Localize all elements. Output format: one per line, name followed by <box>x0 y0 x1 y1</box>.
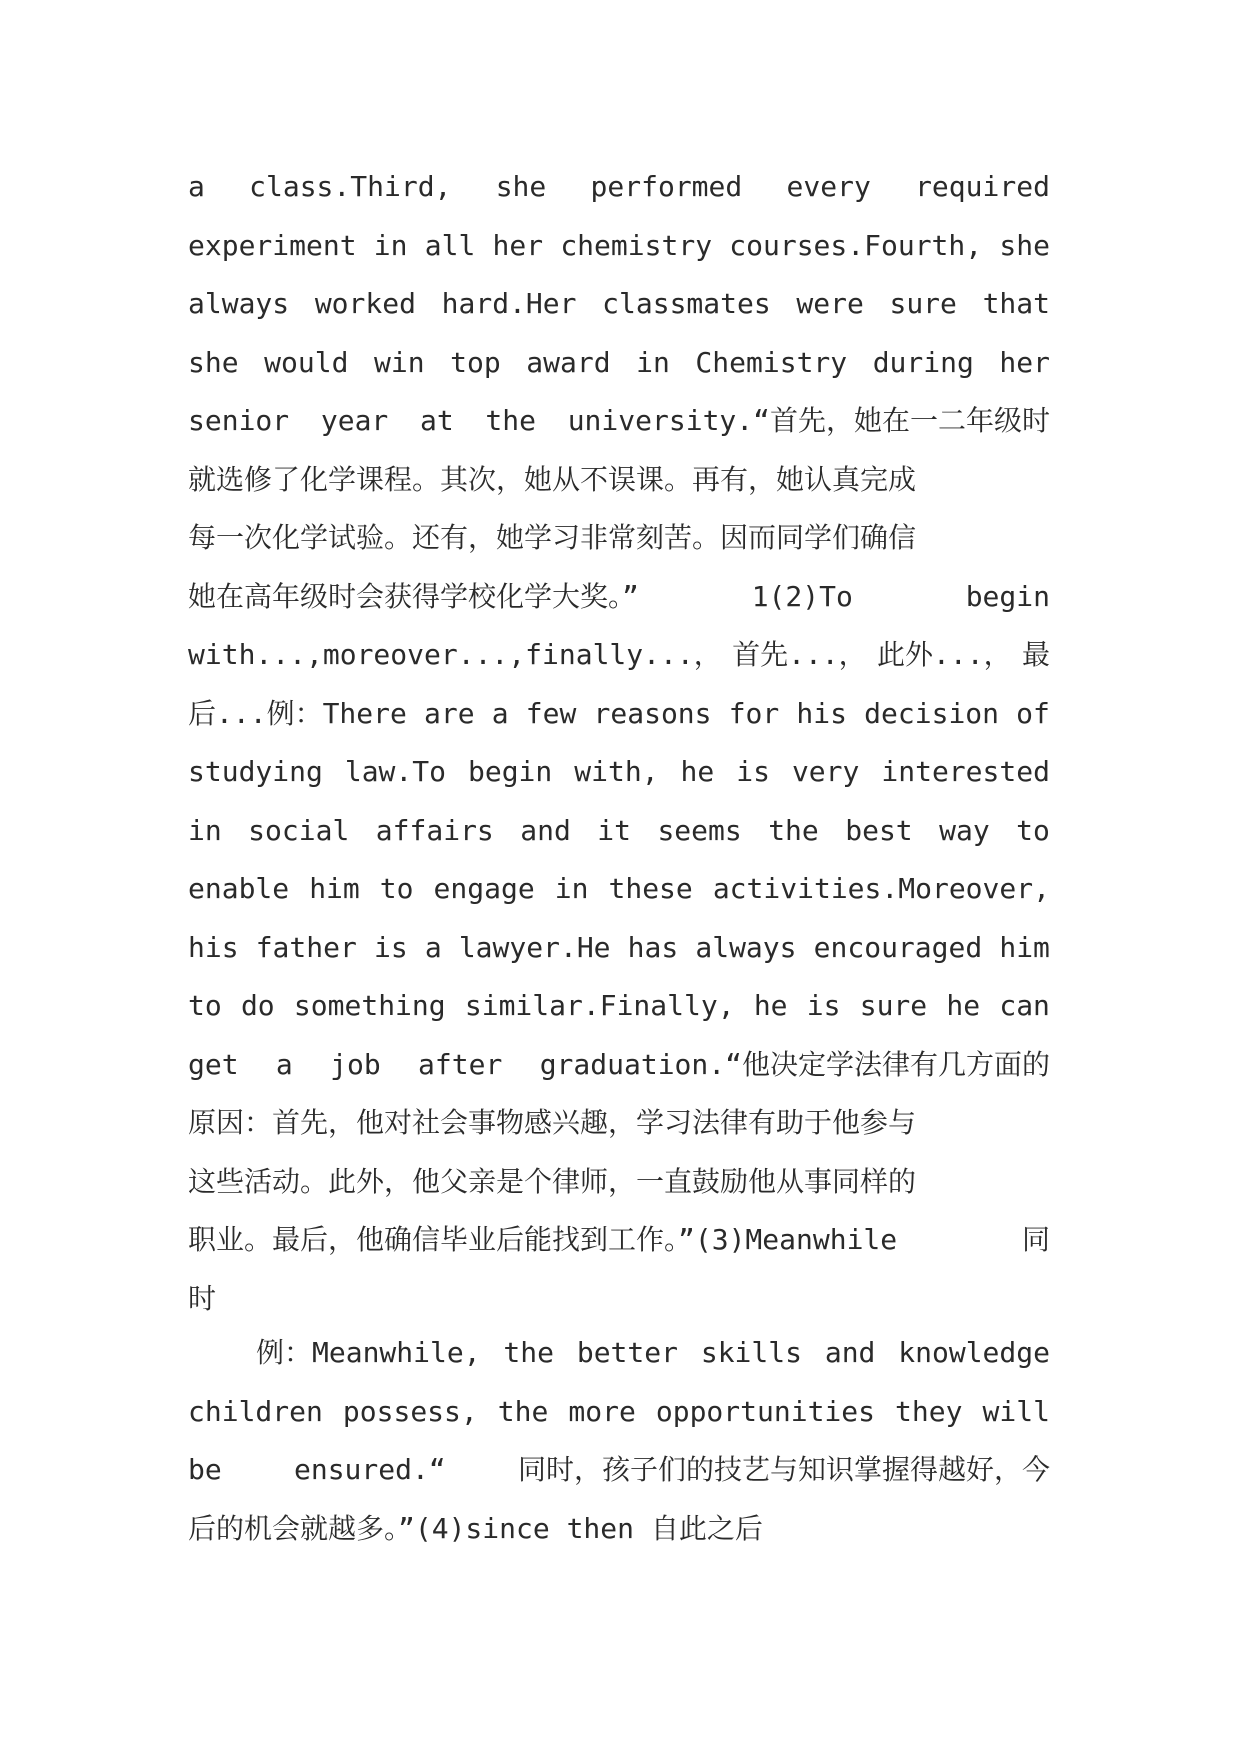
text-word: hard.Her <box>441 287 577 320</box>
text-word: get <box>188 1047 239 1081</box>
text-word: to <box>379 872 414 905</box>
text-word: decision <box>864 696 1000 730</box>
text-word: very <box>791 755 860 788</box>
text-word: more <box>568 1394 636 1428</box>
text-word: with, <box>574 755 659 788</box>
text-line <box>188 1094 1050 1153</box>
text-word: after <box>418 1047 503 1081</box>
body-paragraph-2 <box>188 1324 1050 1558</box>
text-word: top <box>450 345 501 379</box>
text-word: reasons <box>593 696 712 730</box>
text-word: is <box>806 989 841 1022</box>
text-word: 职业。最后，他确信毕业后能找到工作。”(3)Meanwhile <box>188 1223 898 1256</box>
text-word: the <box>503 1336 554 1369</box>
text-word: 她在高年级时会获得学校化学大奖。” <box>188 579 639 613</box>
text-word: ensured.“ <box>293 1453 446 1486</box>
text-word: class.Third, <box>249 170 452 203</box>
text-word: is <box>736 755 770 788</box>
text-word: lawyer.He <box>458 930 611 964</box>
text-word: 1(2)To <box>751 579 853 613</box>
text-line <box>188 392 1050 451</box>
text-word: for <box>728 696 780 730</box>
text-word: something <box>293 989 446 1022</box>
text-line <box>188 802 1050 861</box>
text-word: the <box>768 813 819 847</box>
text-word: with...,moreover...,finally...， <box>188 638 722 671</box>
text-word: a <box>424 930 442 964</box>
text-word: they <box>895 1394 963 1428</box>
text-word: she <box>999 228 1050 262</box>
text-word: experiment <box>188 228 357 262</box>
text-word: he <box>680 755 715 788</box>
text-word: classmates <box>602 287 771 320</box>
text-line <box>188 1324 1050 1383</box>
text-word: engage <box>433 872 535 905</box>
text-word: few <box>525 696 577 730</box>
text-word: always <box>188 287 290 320</box>
text-line <box>188 1153 1050 1212</box>
text-word: she <box>495 170 547 203</box>
text-word: 每一次化学试验。还有，她学习非常刻苦。因而同学们确信 <box>188 521 917 554</box>
text-word: job <box>330 1047 381 1081</box>
text-line <box>188 451 1050 510</box>
text-word: will <box>982 1394 1050 1428</box>
text-word: a <box>491 696 509 730</box>
text-word: him <box>999 930 1050 964</box>
text-word: be <box>188 1453 222 1486</box>
text-word: law.To <box>344 755 446 788</box>
text-word: every <box>786 170 871 203</box>
text-word: affairs <box>375 813 494 847</box>
text-line <box>188 1036 1050 1095</box>
text-word: she <box>188 345 239 379</box>
text-line <box>188 743 1050 802</box>
text-word: her <box>999 345 1050 379</box>
text-word: best <box>845 813 913 847</box>
text-line <box>188 1211 1050 1270</box>
text-word: him <box>309 872 360 905</box>
text-word: similar.Finally, <box>464 989 735 1022</box>
text-word: he <box>753 989 788 1022</box>
text-word: in <box>554 872 589 905</box>
text-line <box>188 977 1050 1036</box>
text-word: studying <box>188 755 323 788</box>
text-word: knowledge <box>898 1336 1050 1369</box>
text-word: always <box>695 930 797 964</box>
text-word: year <box>320 404 389 437</box>
text-word: has <box>627 930 679 964</box>
text-word: the <box>497 1394 549 1428</box>
text-word: at <box>420 404 454 437</box>
text-word: in <box>373 228 408 262</box>
text-word: 最 <box>1021 638 1050 671</box>
text-word: during <box>872 345 974 379</box>
text-word: 就选修了化学课程。其次，她从不误课。再有，她认真完成 <box>188 462 917 496</box>
text-word: courses.Fourth, <box>729 228 983 262</box>
text-line <box>188 217 1050 276</box>
text-word: win <box>374 345 425 379</box>
text-word: that <box>982 287 1050 320</box>
text-word: his <box>188 930 239 964</box>
text-word: required <box>915 170 1050 203</box>
text-word: encouraged <box>813 930 983 964</box>
text-word: 此外...， <box>877 638 1012 671</box>
text-word: her <box>492 228 544 262</box>
text-word: he <box>946 989 981 1022</box>
text-word: his <box>796 696 847 730</box>
text-word: 自此之后 <box>650 1511 763 1545</box>
text-word: way <box>939 813 990 847</box>
text-line <box>188 626 1050 685</box>
text-word: award <box>526 345 611 379</box>
text-word: seems <box>657 813 742 847</box>
text-word: begin <box>467 755 553 788</box>
text-line <box>188 1500 1050 1559</box>
text-word: 后的机会就越多。”(4)since <box>188 1511 550 1545</box>
text-word: social <box>248 813 350 847</box>
text-word: in <box>636 345 670 379</box>
text-line <box>188 334 1050 393</box>
text-word: chemistry <box>560 228 713 262</box>
text-word: 同时，孩子们的技艺与知识掌握得越好，今 <box>517 1453 1050 1486</box>
text-word: Chemistry <box>695 345 848 379</box>
text-line <box>188 1441 1050 1500</box>
text-word: were <box>796 287 864 320</box>
text-word: senior <box>188 404 290 437</box>
text-word: 首先...， <box>732 638 867 671</box>
text-line <box>188 685 1050 744</box>
text-word: do <box>240 989 275 1022</box>
text-word: performed <box>590 170 743 203</box>
text-word: a <box>188 170 205 203</box>
text-line <box>188 509 1050 568</box>
text-word: possess, <box>342 1394 478 1428</box>
text-line <box>188 568 1050 627</box>
text-word: opportunities <box>655 1394 876 1428</box>
text-line <box>188 158 1050 217</box>
text-word: of <box>1016 696 1050 730</box>
text-line <box>188 1383 1050 1442</box>
text-word: can <box>999 989 1050 1022</box>
text-word: university.“首先，她在一二年级时 <box>567 404 1050 437</box>
text-word: the <box>485 404 536 437</box>
text-word: would <box>264 345 349 379</box>
text-word: activities.Moreover, <box>712 872 1050 905</box>
text-word: and <box>824 1336 876 1369</box>
text-line <box>188 275 1050 334</box>
text-word: 后...例：There <box>188 696 407 730</box>
text-word: better <box>576 1336 678 1369</box>
text-word: worked <box>314 287 416 320</box>
text-word: father <box>255 930 357 964</box>
text-word: sure <box>889 287 957 320</box>
text-word: children <box>188 1394 323 1428</box>
text-word: 同 <box>1021 1223 1050 1256</box>
text-word: in <box>188 813 222 847</box>
text-word: to <box>1016 813 1050 847</box>
text-word: 例：Meanwhile, <box>256 1336 481 1369</box>
text-word: 这些活动。此外，他父亲是个律师，一直鼓励他从事同样的 <box>188 1164 917 1198</box>
text-word: enable <box>188 872 290 905</box>
text-line <box>188 860 1050 919</box>
text-word: 原因：首先，他对社会事物感兴趣，学习法律有助于他参与 <box>188 1106 917 1139</box>
body-paragraph-1 <box>188 158 1050 1328</box>
text-word: these <box>608 872 693 905</box>
text-word: and <box>520 813 571 847</box>
text-word: begin <box>965 579 1050 613</box>
text-word: to <box>188 989 222 1022</box>
text-word: a <box>275 1047 293 1081</box>
text-word: skills <box>700 1336 802 1369</box>
text-line <box>188 919 1050 978</box>
text-word: then <box>566 1511 635 1545</box>
text-word: 时 <box>188 1281 217 1315</box>
text-word: it <box>597 813 631 847</box>
text-word: is <box>373 930 408 964</box>
text-word: all <box>424 228 476 262</box>
text-line <box>188 1270 1050 1329</box>
text-word: are <box>424 696 475 730</box>
text-word: sure <box>859 989 928 1022</box>
text-word: interested <box>881 755 1050 788</box>
text-word: graduation.“他决定学法律有几方面的 <box>539 1047 1050 1081</box>
